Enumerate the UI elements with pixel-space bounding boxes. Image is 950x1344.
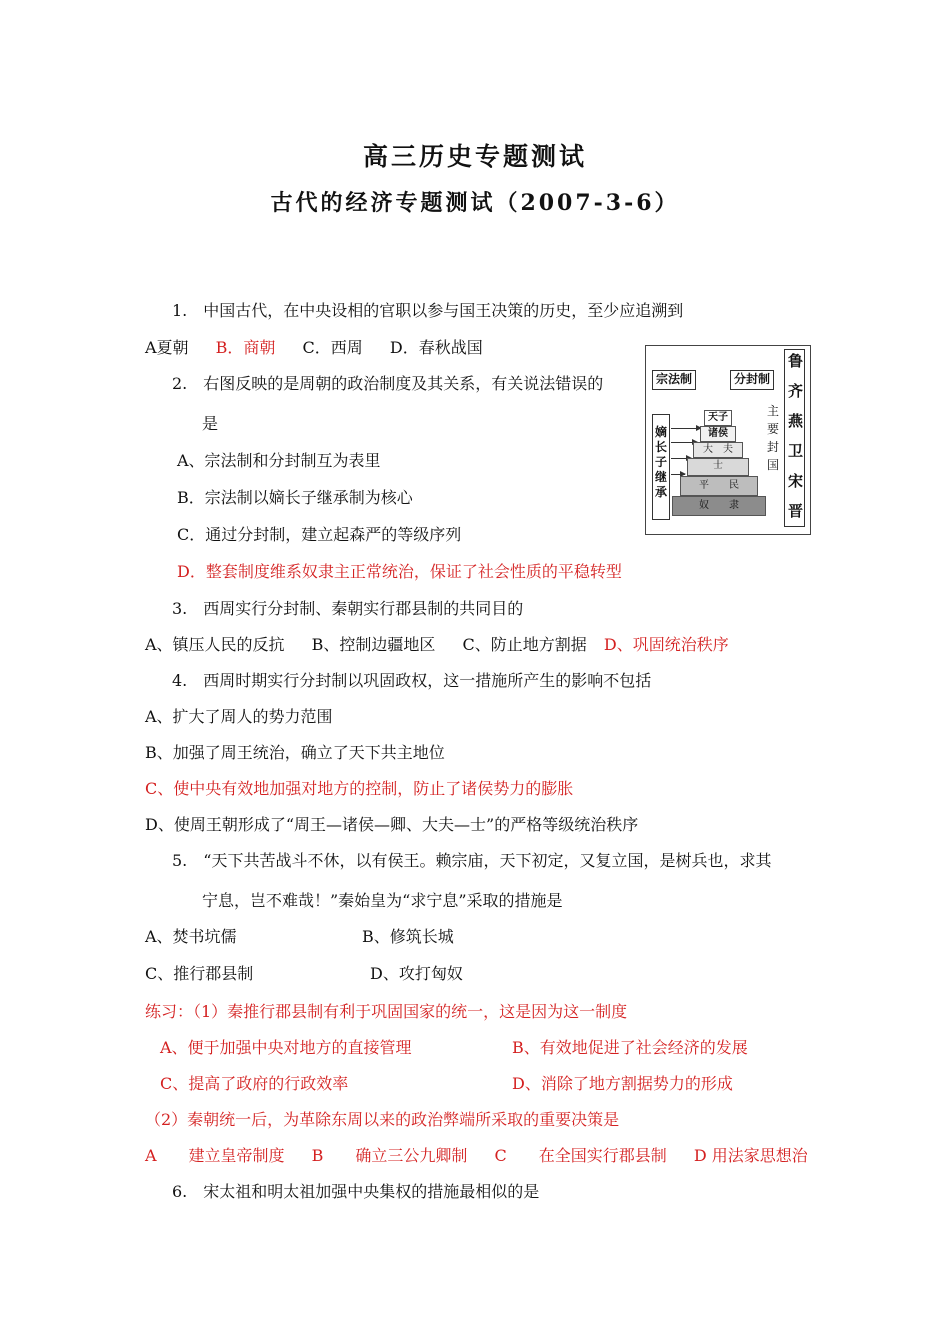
question-3-options — [145, 634, 751, 656]
q5-option-b: B、修筑长城 — [362, 927, 454, 946]
state-jin: 晋 — [788, 502, 804, 520]
q2-option-d: D．整套制度维系奴隶主正常统治，保证了社会性质的平稳转型 — [177, 562, 622, 581]
state-yan: 燕 — [788, 412, 804, 430]
q4-option-a: A、扩大了周人的势力范围 — [145, 707, 333, 726]
zhou-system-diagram — [645, 345, 811, 535]
q2-option-a: A、宗法制和分封制互为表里 — [177, 451, 381, 470]
tier-nuli: 奴 隶 — [672, 496, 766, 516]
q1-option-a: A夏朝 — [145, 338, 189, 357]
practice-1-option-c: C、提高了政府的行政效率 — [160, 1074, 349, 1093]
q1-option-b: B．商朝 — [215, 338, 276, 357]
practice-2-options — [145, 1145, 830, 1167]
arrow-4 — [671, 474, 685, 475]
question-5-stem: 5. “天下共苦战斗不休，以有侯王。赖宗庙，天下初定，又复立国，是树兵也，求其 — [172, 851, 772, 870]
q5-option-d: D、攻打匈奴 — [370, 964, 463, 983]
q3-option-a: A、镇压人民的反抗 — [145, 635, 285, 654]
tier-shi: 士 — [687, 458, 749, 476]
tier-dafu: 大 夫 — [693, 442, 743, 458]
practice-2-option-c: C 在全国实行郡县制 — [494, 1146, 667, 1165]
practice-2-option-b: B 确立三公九卿制 — [311, 1146, 468, 1165]
page-subtitle: 古代的经济专题测试（2007-3-6） — [270, 190, 680, 216]
tier-pingmin: 平 民 — [680, 476, 758, 496]
practice-1-option-d: D、消除了地方割据势力的形成 — [512, 1074, 733, 1093]
q4-option-c: C、使中央有效地加强对地方的控制，防止了诸侯势力的膨胀 — [145, 779, 574, 798]
state-lu: 鲁 — [788, 352, 804, 370]
question-1-stem: 1. 中国古代，在中央设相的官职以参与国王决策的历史，至少应追溯到 — [172, 301, 684, 320]
q4-option-d: D、使周王朝形成了“周王—诸侯—卿、大夫—士”的严格等级统治秩序 — [145, 815, 639, 834]
q4-option-b: B、加强了周王统治，确立了天下共主地位 — [145, 743, 445, 762]
question-5-stem-cont: 宁息，岂不难哉！”秦始皇为“求宁息”采取的措施是 — [202, 891, 563, 910]
states-column — [784, 349, 805, 527]
dizhangzi-box — [652, 414, 670, 520]
practice-2-option-a: A 建立皇帝制度 — [145, 1146, 285, 1165]
question-2-stem-cont: 是 — [202, 414, 219, 433]
question-2-stem: 2. 右图反映的是周朝的政治制度及其关系，有关说法错误的 — [172, 374, 604, 393]
question-6-stem: 6. 宋太祖和明太祖加强中央集权的措施最相似的是 — [172, 1182, 540, 1201]
q1-option-d: D．春秋战国 — [389, 338, 483, 357]
dizhangzi-label: 嫡长子继承 — [654, 425, 667, 499]
state-song: 宋 — [788, 472, 804, 490]
practice-1-option-b: B、有效地促进了社会经济的发展 — [512, 1038, 748, 1057]
tier-zhuhou: 诸侯 — [700, 426, 736, 442]
q3-option-c: C、防止地方割据 — [462, 635, 587, 654]
question-4-stem: 4. 西周时期实行分封制以巩固政权，这一措施所产生的影响不包括 — [172, 671, 652, 690]
practice-2-option-d: D 用法家思想治 — [693, 1146, 808, 1165]
practice-1-option-a: A、便于加强中央对地方的直接管理 — [160, 1038, 412, 1057]
q2-option-b: B．宗法制以嫡长子继承制为核心 — [177, 488, 413, 507]
q5-option-c: C、推行郡县制 — [145, 964, 254, 983]
arrow-1 — [671, 428, 701, 429]
question-3-stem: 3. 西周实行分封制、秦朝实行郡县制的共同目的 — [172, 599, 524, 618]
question-1-options — [145, 337, 505, 359]
q2-option-c: C．通过分封制，建立起森严的等级序列 — [177, 525, 462, 544]
fenfeng-label: 分封制 — [730, 370, 774, 390]
state-qi: 齐 — [788, 382, 804, 400]
q1-option-c: C．西周 — [302, 338, 363, 357]
q5-option-a: A、焚书坑儒 — [145, 927, 237, 946]
practice-1-stem: 练习：（1）秦推行郡县制有利于巩固国家的统一，这是因为这一制度 — [145, 1002, 628, 1021]
q3-option-b: B、控制边疆地区 — [311, 635, 436, 654]
zongfa-label: 宗法制 — [652, 370, 696, 390]
page-title: 高三历史专题测试 — [362, 142, 587, 171]
q3-option-d: D、巩固统治秩序 — [603, 635, 729, 654]
main-states-label: 主要封国 — [766, 404, 779, 472]
tier-tianzi: 天子 — [704, 410, 732, 426]
practice-2-stem: （2）秦朝统一后，为革除东周以来的政治弊端所采取的重要决策是 — [145, 1110, 620, 1129]
state-wei: 卫 — [788, 442, 804, 460]
